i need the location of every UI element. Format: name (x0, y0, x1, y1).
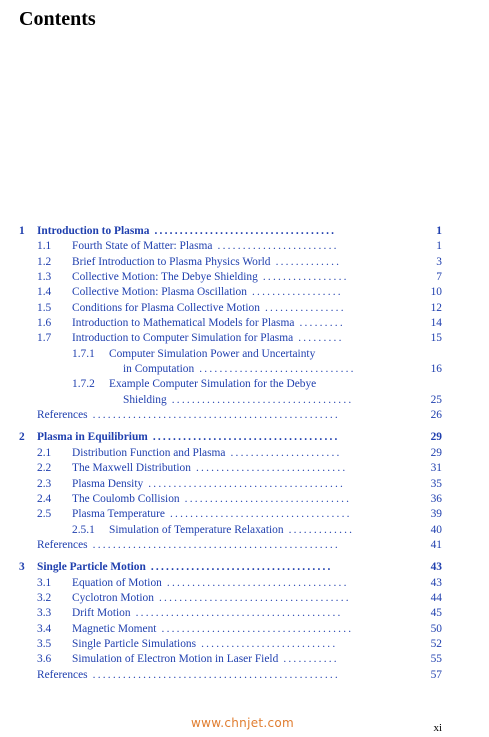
toc-chapter-entry[interactable] (0, 560, 489, 575)
toc-entry-title[interactable]: Introduction to Plasma (37, 225, 150, 237)
toc-page-number[interactable]: 1 (436, 225, 442, 237)
toc-entry-title[interactable]: Introduction to Computer Simulation for Plasma (72, 332, 294, 345)
toc-entry-title[interactable]: Shielding (123, 393, 167, 406)
toc-leader-dots: .................................... (145, 561, 333, 574)
toc-page-number[interactable]: 10 (430, 286, 442, 299)
toc-entry-number: 1.1 (37, 240, 52, 253)
toc-entry-title[interactable]: Simulation of Temperature Relaxation (109, 523, 284, 536)
toc-entry-title[interactable]: Fourth State of Matter: Plasma (72, 240, 213, 253)
toc-page-number[interactable]: 40 (430, 523, 442, 536)
toc-chapter-entry[interactable] (0, 430, 489, 445)
toc-entry-number: 2.5 (37, 508, 52, 521)
toc-page-number[interactable]: 52 (430, 637, 442, 650)
toc-leader-dots: ................ (259, 301, 346, 314)
toc-leader-dots: ................................................. (87, 668, 340, 681)
toc-leader-dots: ............. (270, 255, 342, 268)
toc-chapter-entry[interactable] (0, 224, 489, 239)
toc-entry-title[interactable]: Magnetic Moment (72, 622, 157, 635)
toc-leader-dots: .................................... (164, 508, 352, 521)
toc-entry-number: 1.7.1 (72, 347, 95, 360)
toc-leader-dots: ...................................... (153, 591, 351, 604)
toc-entry[interactable] (0, 637, 489, 652)
toc-entry-title[interactable]: Cyclotron Motion (72, 591, 154, 604)
toc-leader-dots: ........................... (196, 637, 338, 650)
toc-entry-number: 1.5 (37, 301, 52, 314)
toc-page-number[interactable]: 12 (430, 301, 442, 314)
toc-entry[interactable] (0, 507, 489, 522)
toc-leader-dots: ................................................. (87, 538, 340, 551)
toc-entry-number: 2 (19, 431, 25, 444)
toc-leader-dots: ................. (257, 271, 349, 284)
toc-entry-number: 1 (19, 225, 25, 237)
toc-leader-dots: ............. (283, 523, 355, 536)
toc-leader-dots: .................................... (161, 576, 349, 589)
toc-leader-dots: .................................... (149, 225, 337, 237)
toc-page-number[interactable]: 39 (430, 508, 442, 521)
toc-page-number[interactable]: 15 (430, 332, 442, 345)
page-title: Contents (19, 8, 96, 30)
toc-entry-number: 3.2 (37, 591, 52, 604)
toc-entry-title[interactable]: Plasma Density (72, 477, 144, 490)
toc-entry[interactable] (0, 622, 489, 637)
toc-entry[interactable] (0, 270, 489, 285)
toc-page-number[interactable]: 7 (436, 271, 442, 284)
toc-page-number[interactable]: 1 (436, 240, 442, 253)
toc-entry[interactable] (0, 301, 489, 316)
toc-entry-title[interactable]: Distribution Function and Plasma (72, 446, 226, 459)
toc-entry[interactable] (0, 377, 489, 392)
toc-entry-title[interactable]: Computer Simulation Power and Uncertainty (109, 347, 316, 360)
toc-entry[interactable] (0, 446, 489, 461)
toc-leader-dots: ......... (294, 317, 345, 330)
toc-page-number[interactable]: 43 (430, 576, 442, 589)
page-number: xi (433, 722, 442, 734)
toc-leader-dots: ............................... (194, 363, 356, 376)
toc-entry[interactable] (0, 576, 489, 591)
toc-entry-title[interactable]: Equation of Motion (72, 576, 162, 589)
toc-entry-title[interactable]: References (37, 409, 88, 422)
toc-page-number[interactable]: 35 (430, 477, 442, 490)
toc-entry-number: 3.5 (37, 637, 52, 650)
toc-page-number[interactable]: 44 (430, 591, 442, 604)
toc-leader-dots: ........................ (212, 240, 339, 253)
toc-page-number[interactable]: 29 (430, 431, 442, 444)
toc-entry-number: 3.3 (37, 607, 52, 620)
toc-entry-number: 2.3 (37, 477, 52, 490)
toc-entry-title[interactable]: Conditions for Plasma Collective Motion (72, 301, 260, 314)
toc-page-number[interactable]: 16 (430, 363, 442, 376)
toc-leader-dots: ........... (278, 653, 339, 666)
table-of-contents (0, 224, 489, 683)
toc-entry-title[interactable]: Drift Motion (72, 607, 131, 620)
toc-entry-title[interactable]: Example Computer Simulation for the Debye (109, 378, 317, 391)
toc-entry[interactable] (0, 316, 489, 331)
toc-entry-title[interactable]: The Maxwell Distribution (72, 462, 191, 475)
toc-page-number[interactable]: 50 (430, 622, 442, 635)
toc-page-number[interactable]: 55 (430, 653, 442, 666)
toc-page-number[interactable]: 3 (436, 255, 442, 268)
toc-leader-dots: ......................................... (130, 607, 343, 620)
toc-entry-number: 1.2 (37, 255, 52, 268)
toc-leader-dots: ................................. (179, 492, 352, 505)
toc-entry[interactable] (0, 591, 489, 606)
toc-page-number[interactable]: 25 (430, 393, 442, 406)
toc-entry-title[interactable]: References (37, 538, 88, 551)
toc-entry-title[interactable]: Collective Motion: Plasma Oscillation (72, 286, 247, 299)
toc-entry[interactable] (0, 523, 489, 538)
toc-entry[interactable] (0, 408, 489, 423)
toc-entry[interactable] (0, 255, 489, 270)
toc-entry-number: 1.7.2 (72, 378, 95, 391)
toc-entry[interactable] (0, 239, 489, 254)
toc-leader-dots: ...................................... (156, 622, 354, 635)
toc-entry-number: 2.5.1 (72, 523, 95, 536)
toc-leader-dots: .............................. (190, 462, 348, 475)
toc-leader-dots: .................................... (166, 393, 354, 406)
toc-entry-number: 1.6 (37, 317, 52, 330)
toc-entry[interactable] (0, 538, 489, 553)
toc-leader-dots: ................................................. (87, 409, 340, 422)
toc-entry-number: 2.2 (37, 462, 52, 475)
toc-leader-dots: ...................... (225, 446, 342, 459)
toc-entry-number: 3 (19, 561, 25, 574)
toc-page-number[interactable]: 57 (430, 668, 442, 681)
toc-leader-dots: .................. (246, 286, 343, 299)
toc-entry[interactable] (0, 393, 489, 408)
toc-entry[interactable] (0, 461, 489, 476)
toc-entry-title[interactable]: Introduction to Mathematical Models for Plasma (72, 317, 295, 330)
toc-entry-title[interactable]: Single Particle Simulations (72, 637, 197, 650)
watermark: www.chnjet.com (191, 716, 295, 730)
toc-entry-number: 1.7 (37, 332, 52, 345)
toc-page-number[interactable]: 41 (430, 538, 442, 551)
toc-entry-title[interactable]: in Computation (123, 363, 195, 376)
toc-entry-title[interactable]: Plasma in Equilibrium (37, 431, 148, 444)
toc-entry-number: 1.3 (37, 271, 52, 284)
toc-entry[interactable] (0, 668, 489, 683)
toc-page-number[interactable]: 14 (430, 317, 442, 330)
toc-leader-dots: ....................................... (143, 477, 346, 490)
toc-entry[interactable] (0, 492, 489, 507)
toc-entry-number: 2.4 (37, 492, 52, 505)
toc-page-number[interactable]: 43 (430, 561, 442, 574)
toc-leader-dots: ......... (293, 332, 344, 345)
toc-entry-number: 2.1 (37, 446, 52, 459)
toc-entry[interactable] (0, 652, 489, 667)
toc-page-number[interactable]: 26 (430, 409, 442, 422)
toc-page-number[interactable]: 45 (430, 607, 442, 620)
toc-entry[interactable] (0, 347, 489, 362)
toc-entry-title[interactable]: References (37, 668, 88, 681)
toc-page-number[interactable]: 36 (430, 492, 442, 505)
toc-page-number[interactable]: 29 (430, 446, 442, 459)
toc-leader-dots: ..................................... (147, 431, 340, 444)
toc-entry-title[interactable]: Collective Motion: The Debye Shielding (72, 271, 258, 284)
toc-entry-title[interactable]: Simulation of Electron Motion in Laser Field (72, 653, 279, 666)
toc-entry-number: 3.1 (37, 576, 52, 589)
toc-entry-number: 1.4 (37, 286, 52, 299)
toc-entry[interactable] (0, 477, 489, 492)
toc-entry-number: 3.6 (37, 653, 52, 666)
toc-entry[interactable] (0, 331, 489, 346)
toc-entry-title[interactable]: Brief Introduction to Plasma Physics World (72, 255, 271, 268)
toc-page-number[interactable]: 31 (430, 462, 442, 475)
toc-entry-number: 3.4 (37, 622, 52, 635)
toc-entry-title[interactable]: Single Particle Motion (37, 561, 146, 574)
toc-entry[interactable] (0, 606, 489, 621)
toc-entry[interactable] (0, 285, 489, 300)
toc-entry-title[interactable]: Plasma Temperature (72, 508, 165, 521)
toc-entry-title[interactable]: The Coulomb Collision (72, 492, 180, 505)
toc-entry[interactable] (0, 362, 489, 377)
